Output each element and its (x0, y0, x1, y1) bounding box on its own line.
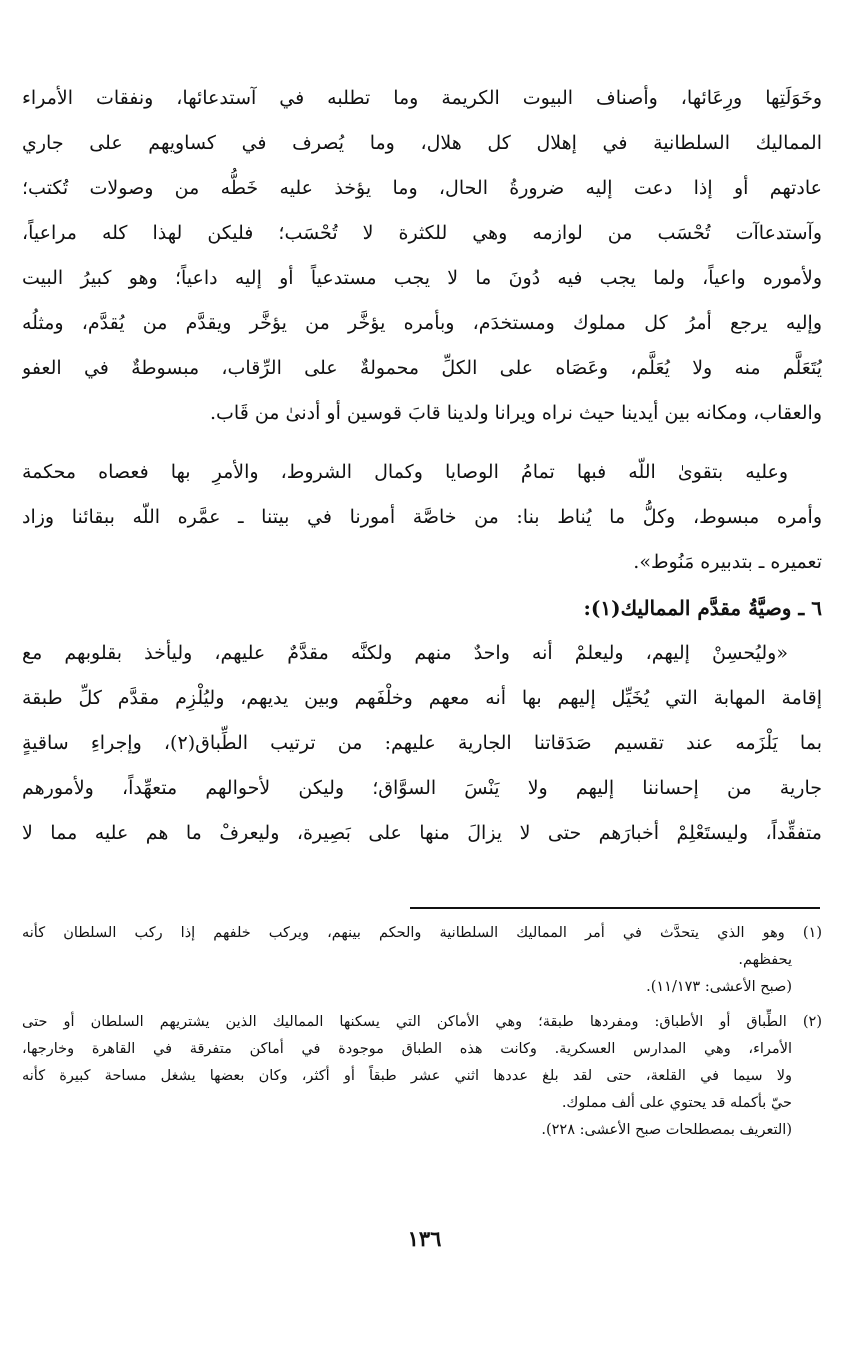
footnote-spacer (22, 1001, 822, 1009)
footnote-line: (١) وهو الذي يتحدَّث في أمر المماليك السلطانية والحكم بينهم، ويركب خلفهم إذا ركب السلطان كأنه (22, 925, 822, 941)
footnote-line: الأمراء، وهي المدارس العسكرية. وكانت هذه الطباق موجودة في أماكن متفرقة في القاهرة وخارجها، (22, 1041, 792, 1057)
text-line: وعليه بتقوىٰ اللّه فبها تمامُ الوصايا وكمال الشروط، والأمرِ بها فعصاه محكمة (22, 461, 788, 483)
paragraph-2 (22, 450, 822, 585)
footnote-1 (22, 920, 822, 1001)
text-line: جارية من إحساننا إليهم ولا يَنْسَ السوَّاق؛ وليكن لأحوالهم متعهِّداً، ولأمورهم (22, 777, 822, 799)
footnote-line: يحفظهم. (738, 952, 792, 968)
paragraph-3 (22, 631, 822, 856)
text-line: والعقاب، ومكانه بين أيدينا حيث نراه ويرانا ولدينا قابَ قوسين أو أدنىٰ من قَاب. (209, 402, 822, 424)
text-line: يُتَعَلَّم منه ولا يُعَلَّم، وعَصَاه على الكلِّ محمولةٌ على الرِّقاب، مبسوطةٌ في العفو (22, 357, 822, 379)
paragraph-spacer (22, 436, 822, 450)
text-line: وأمره مبسوط، وكلُّ ما يُناط بنا: من خاصَّة أمورنا في بيتنا ـ عمَّره اللّه ببقائنا وزاد (22, 506, 822, 528)
text-line: تعميره ـ بتدبيره مَنُوط». (633, 551, 822, 573)
text-line: عادتهم أو إذا دعت إليه ضرورةُ الحال، وما يؤخذ عليه خَطُّه من وصولات تُكتب؛ (22, 177, 822, 199)
page-number: ١٣٦ (407, 1226, 442, 1251)
text-line: «وليُحسِنْ إليهم، وليعلمْ أنه واحدٌ منهم ولكنَّه مقدَّمٌ عليهم، وليأخذ بقلوبهم مع (22, 642, 788, 664)
text-line: وآستدعاآت تُحْسَب من لوازمه وهي للكثرة لا تُحْسَب؛ فليكن لهذا كله مراعياً، (22, 222, 822, 244)
footnote-line: (٢) الطِّباق أو الأطباق: ومفردها طبقة؛ وهي الأماكن التي يسكنها المماليك الذين يشتريهم السلطان أو حتى (22, 1014, 822, 1030)
section-heading: ٦ ـ وصيَّةُ مقدَّم المماليك(١): (583, 596, 822, 620)
footnote-source: (صبح الأعشى: ١١/١٧٣). (646, 979, 792, 995)
footnote-separator (410, 907, 820, 909)
paragraph-1 (22, 76, 822, 436)
footnote-source: (التعريف بمصطلحات صبح الأعشى: ٢٢٨). (541, 1122, 792, 1138)
text-line: وخَوَلَتِها ورِعَائها، وأصناف البيوت الكريمة وما تطلبه في آستدعائها، ونفقات الأمراء (22, 87, 822, 109)
text-line: إقامة المهابة التي يُخَيِّل إليهم بها أنه معهم وخلْفَهم وبين يديهم، وليُلْزِم مقدَّم كلِّ طبقة (22, 687, 822, 709)
text-line: بما يَلْزَمه عند تقسيم صَدَقاتنا الجارية عليهم: من ترتيب الطِّباق(٢)، وإجراءِ ساقيةٍ (22, 732, 822, 754)
footnote-2 (22, 1009, 822, 1144)
footnotes (22, 920, 822, 1144)
text-line: وإليه يرجع أمرُ كل مملوك ومستخدَم، وبأمره يؤخَّر من يؤخَّر ويقدَّم من يُقدَّم، ومثلُه (22, 312, 822, 334)
text-line: المماليك السلطانية في إهلال كل هلال، وما يُصرف في كساويهم على جاري (22, 132, 822, 154)
text-line: ولأموره واعياً، ولما يجب فيه دُونَ ما لا يجب مستدعياً أو إليه داعياً؛ وهو كبيرُ البيت (22, 267, 822, 289)
footnote-line: حيّ بأكمله قد يحتوي على ألف مملوك. (561, 1095, 792, 1111)
footnote-line: ولا سيما في القلعة، حتى لقد بلغ عددها اثني عشر طبقاً أو أكثر، وكان بعضها يشغل مساحة كبيرة كأنه (22, 1068, 792, 1084)
main-text (22, 76, 822, 856)
text-line: متفقِّداً، وليستَعْلِمْ أخبارَهم حتى لا يزالَ منها على بَصِيرة، وليعرفْ ما هم عليه مما لا (22, 822, 822, 844)
